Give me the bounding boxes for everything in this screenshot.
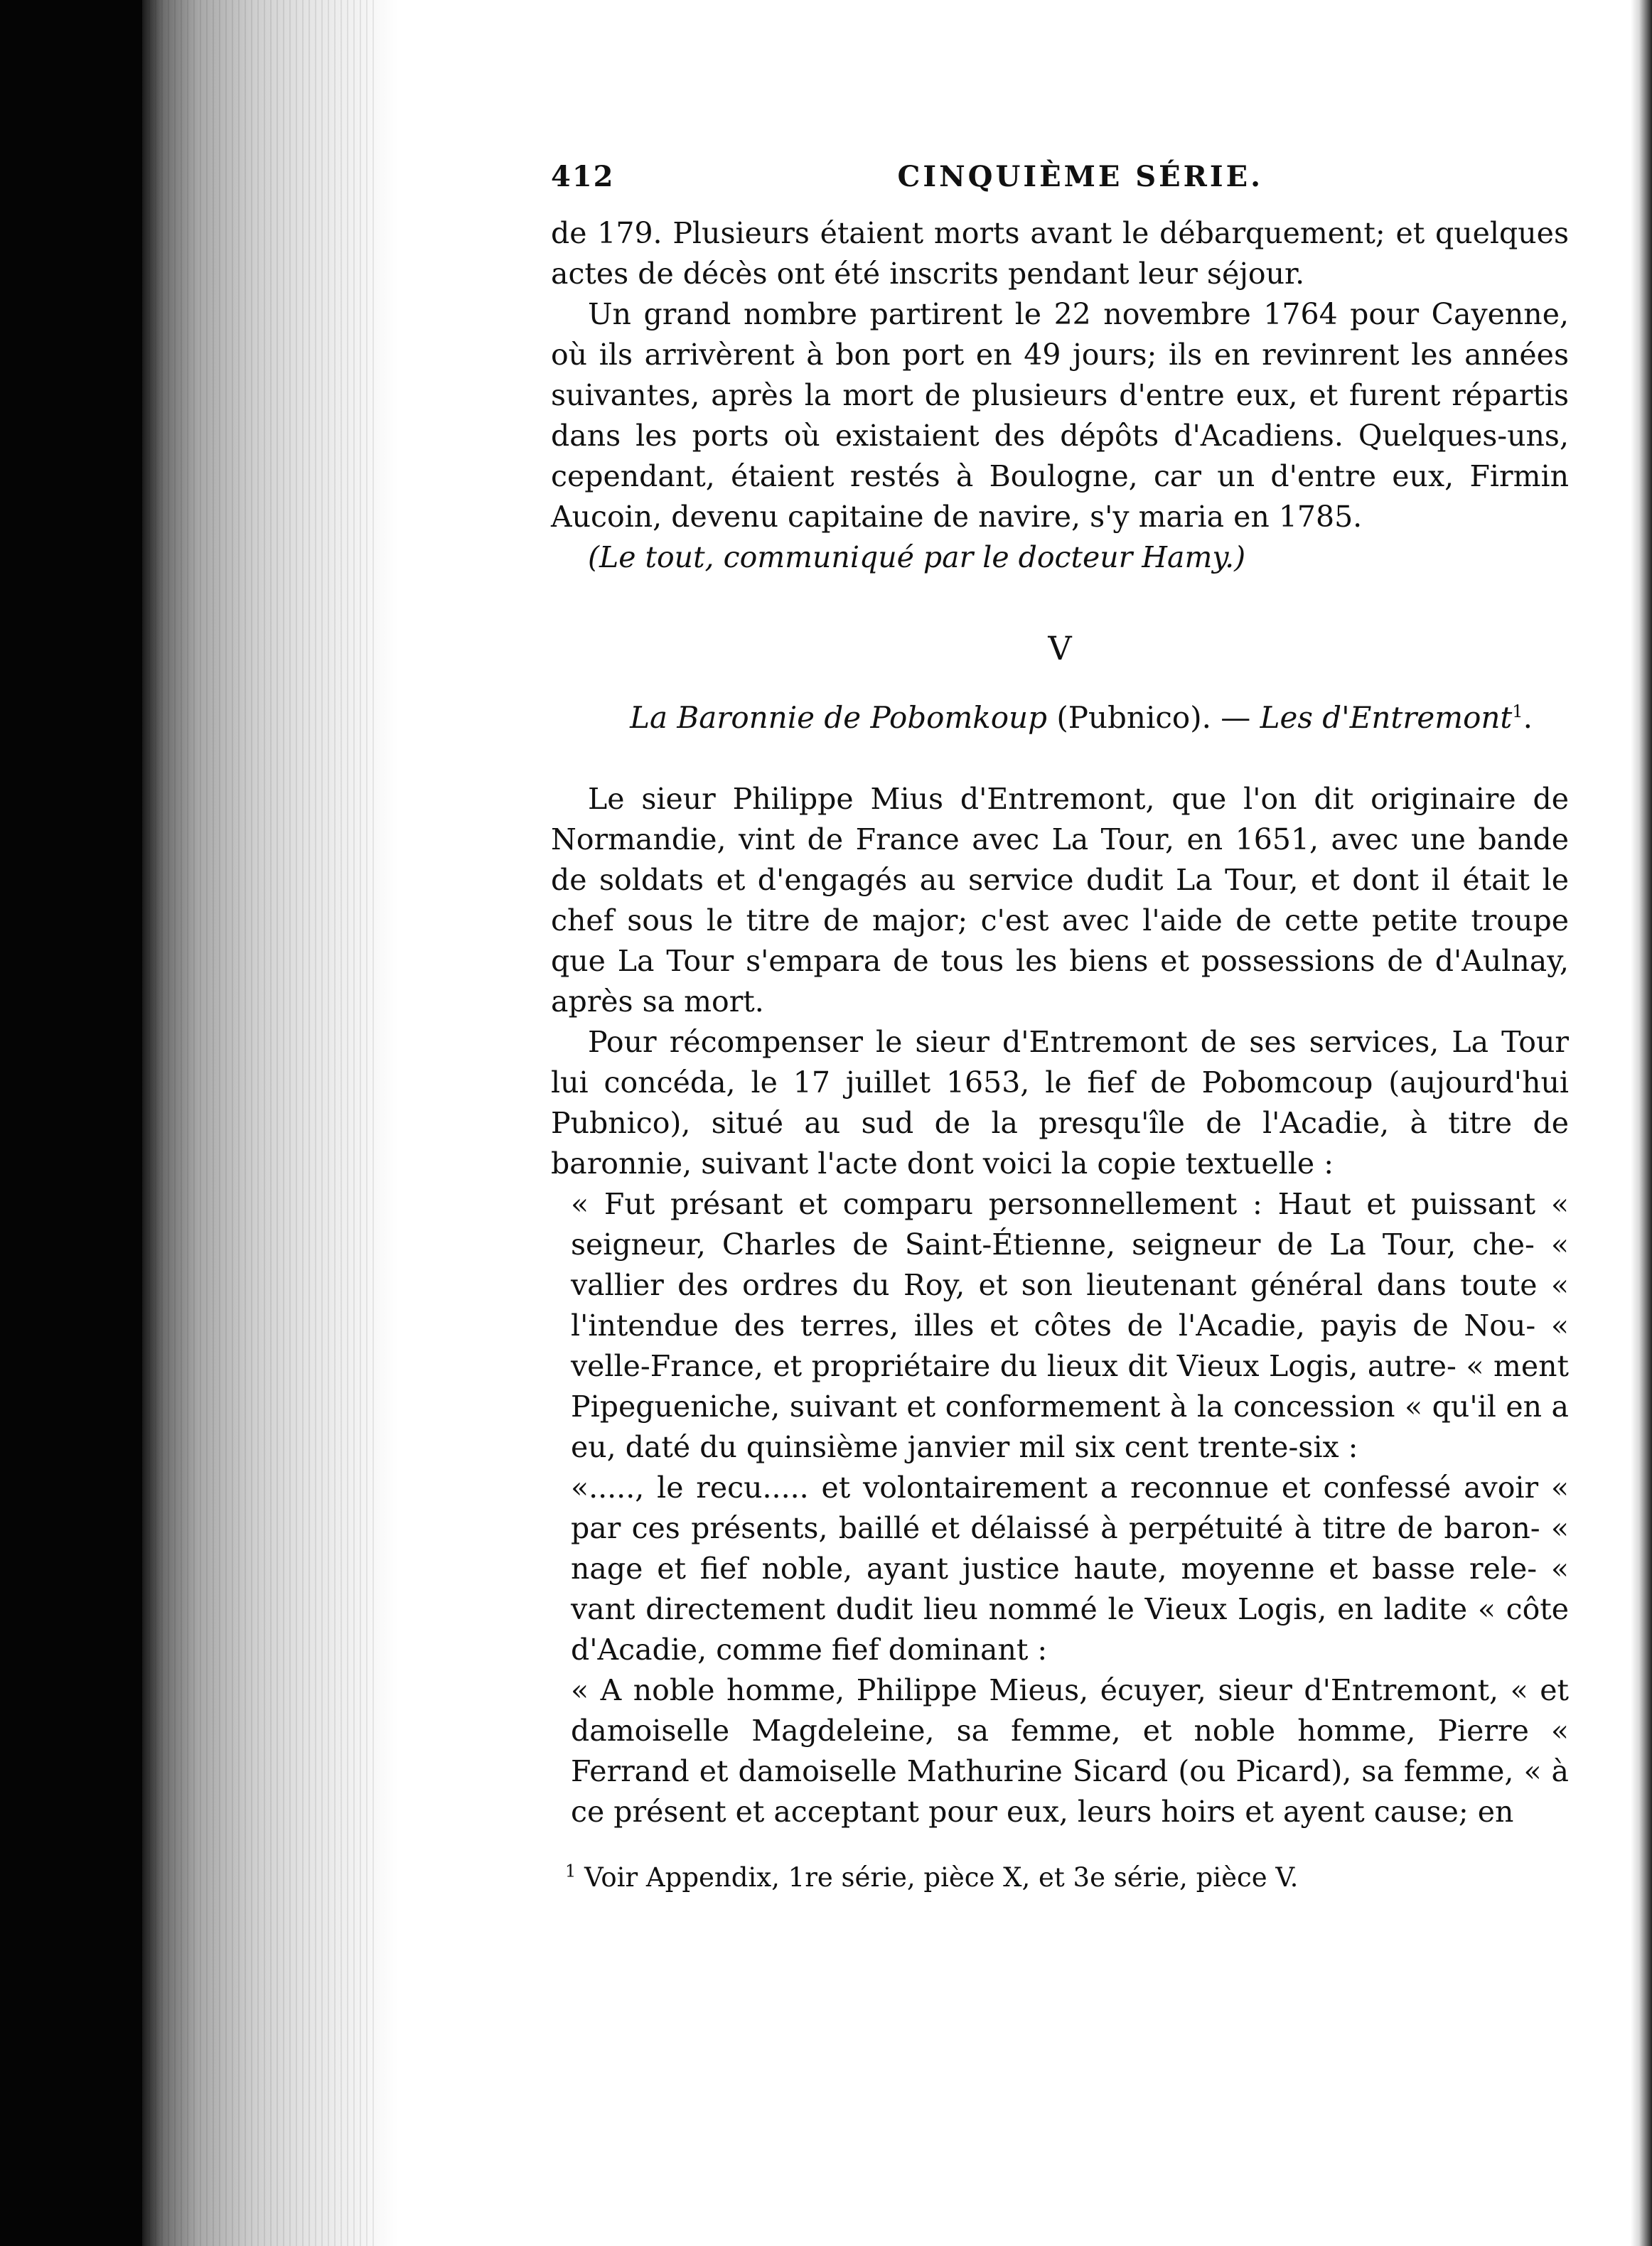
quote-paragraph-2: «....., le recu..... et volontairement a reconnue et confessé avoir « par ces présents, baillé et délaissé à perpétuité à titre de baron- « nage et fief noble, ayant justice haute, moyenne et basse rele- « vant directement dudit lieu nommé le Vieux Logis, en ladite « côte d'Acadie, comme fief dominant : <box>571 1471 1569 1667</box>
book-page-edge-lines <box>142 0 377 2246</box>
quote-paragraph-3: « A noble homme, Philippe Mieus, écuyer, sieur d'Entremont, « et damoiselle Magdeleine, sa femme, et noble homme, Pierre « Ferrand et damoiselle Mathurine Sicard (ou Picard), sa femme, « à ce présent et acceptant pour eux, leurs hoirs et ayent cause; en <box>571 1673 1569 1829</box>
paragraph-concession: Pour récompenser le sieur d'Entremont de ses services, La Tour lui concéda, le 17 juillet 1653, le fief de Pobomcoup (aujourd'hui Pubnico), situé au sud de la presqu'île de l'Acadie, à titre de baronnie, suivant l'acte dont voici la copie textuelle : <box>551 1025 1569 1181</box>
paragraph-dentremont: Le sieur Philippe Mius d'Entremont, que l'on dit originaire de Normandie, vint de France avec La Tour, en 1651, avec une bande de soldats et d'engagés au service dudit La Tour, et dont il était le chef sous le titre de major; c'est avec l'aide de cette petite troupe que La Tour s'empara de tous les biens et possessions de d'Aulnay, après sa mort. <box>551 782 1569 1019</box>
page-number: 412 <box>551 160 615 193</box>
paragraph-cayenne: Un grand nombre partirent le 22 novembre 1764 pour Cayenne, où ils arrivèrent à bon port en 49 jours; ils en revinrent les années suivantes, après la mort de plusieurs d'entre eux, et furent répartis dans les ports où existaient des dépôts d'Acadiens. Quelques-uns, cependant, étaient restés à Boulogne, car un d'entre eux, Firmin Aucoin, devenu capitaine de navire, s'y maria en 1785. <box>551 297 1569 534</box>
section-title-part-1: La Baronnie de Pobomkoup <box>630 700 1047 735</box>
running-header <box>551 160 1569 193</box>
quote-paragraph-1: « Fut présant et comparu personnellement : Haut et puissant « seigneur, Charles de Saint-Étienne, seigneur de La Tour, che- « vallier des ordres du Roy, et son lieutenant général dans toute « l'intendue des terres, illes et côtes de l'Acadie, payis de Nou- « velle-France, et propriétaire du lieux dit Vieux Logis, autre- « ment Pipegueniche, suivant et conformement à la concession « qu'il en a eu, daté du quinsième janvier mil six cent trente-six : <box>571 1187 1569 1464</box>
section-title-end: . <box>1523 700 1533 735</box>
section-title-part-3: Les d'Entremont <box>1260 700 1513 735</box>
quoted-deed <box>551 1184 1569 1832</box>
attribution-line: (Le tout, communiqué par le docteur Hamy.) <box>588 540 1246 574</box>
footnote <box>551 1861 1569 1895</box>
footnote-mark: 1 <box>565 1861 576 1881</box>
page-text <box>551 160 1569 1895</box>
footnote-reference: 1 <box>1512 702 1523 721</box>
section-title-part-2: (Pubnico). — <box>1046 700 1260 735</box>
paragraph-continued: de 179. Plusieurs étaient morts avant le débarquement; et quelques actes de décès ont été inscrits pendant leur séjour. <box>551 216 1569 291</box>
footnote-text: Voir Appendix, 1re série, pièce X, et 3e série, pièce V. <box>576 1862 1299 1893</box>
section-number: V <box>1048 629 1072 667</box>
right-scan-edge <box>1631 0 1652 2246</box>
scan-background <box>0 0 163 2246</box>
running-title: CINQUIÈME SÉRIE. <box>897 160 1263 193</box>
section-title <box>551 700 1569 735</box>
